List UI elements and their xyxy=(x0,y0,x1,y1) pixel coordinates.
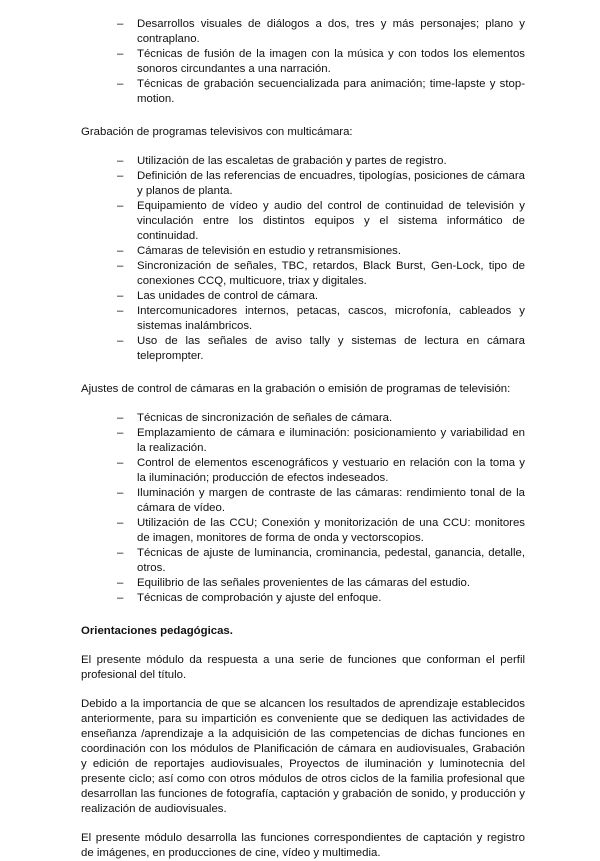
list-item: – Definición de las referencias de encuadres, tipologías, posiciones de cámara y planos de planta. xyxy=(117,170,525,197)
list-item: – Emplazamiento de cámara e iluminación: posicionamiento y variabilidad en la realización. xyxy=(117,427,525,454)
list-item: – Uso de las señales de aviso tally y sistemas de lectura en cámara teleprompter. xyxy=(117,335,525,362)
list-item: – Las unidades de control de cámara. xyxy=(117,290,319,302)
list-item: – Control de elementos escenográficos y vestuario en relación con la toma y la iluminación; producción de efectos indeseados. xyxy=(117,457,525,484)
dash-bullet: – xyxy=(117,170,124,182)
dash-bullet: – xyxy=(117,487,124,499)
list-item: – Técnicas de comprobación y ajuste del enfoque. xyxy=(117,592,382,604)
list-item: – Equipamiento de vídeo y audio del control de continuidad de televisión y vinculación entre los distintos equipos y el sistema informático de continuidad. xyxy=(117,200,525,242)
dash-bullet: – xyxy=(117,457,124,469)
dash-bullet: – xyxy=(117,290,124,302)
dash-bullet: – xyxy=(117,260,124,272)
list-item: – Intercomunicadores internos, petacas, cascos, microfonía, cableados y sistemas inalámbricos. xyxy=(117,305,525,332)
list-camera-control xyxy=(81,411,525,606)
dash-bullet: – xyxy=(117,427,124,439)
document-page xyxy=(81,17,525,861)
list-techniques xyxy=(81,17,525,107)
list-multicamera xyxy=(81,154,525,364)
list-item: – Técnicas de sincronización de señales de cámara. xyxy=(117,412,393,424)
dash-bullet: – xyxy=(117,412,124,424)
dash-bullet: – xyxy=(117,48,124,60)
dash-bullet: – xyxy=(117,305,124,317)
dash-bullet: – xyxy=(117,245,124,257)
dash-bullet: – xyxy=(117,335,124,347)
list-item: – Utilización de las escaletas de grabación y partes de registro. xyxy=(117,155,447,167)
list-item: – Equilibrio de las señales provenientes de las cámaras del estudio. xyxy=(117,577,471,589)
dash-bullet: – xyxy=(117,78,124,90)
dash-bullet: – xyxy=(117,18,124,30)
paragraph: El presente módulo desarrolla las funciones correspondientes de captación y registro de imágenes, en producciones de cine, vídeo y multimedia. xyxy=(81,832,525,859)
list-item: – Técnicas de grabación secuencializada para animación; time-lapste y stop-motion. xyxy=(117,78,525,105)
dash-bullet: – xyxy=(117,155,124,167)
list-item: – Cámaras de televisión en estudio y retransmisiones. xyxy=(117,245,402,257)
dash-bullet: – xyxy=(117,577,124,589)
dash-bullet: – xyxy=(117,592,124,604)
dash-bullet: – xyxy=(117,200,124,212)
list-item: – Sincronización de señales, TBC, retardos, Black Burst, Gen-Lock, tipo de conexiones CCQ, multicuore, triax y digitales. xyxy=(117,260,525,287)
section-intro-multicamera: Grabación de programas televisivos con multicámara: xyxy=(81,126,353,138)
section-heading: Orientaciones pedagógicas. xyxy=(81,625,233,637)
dash-bullet: – xyxy=(117,517,124,529)
list-item: – Técnicas de ajuste de luminancia, crominancia, pedestal, ganancia, detalle, otros. xyxy=(117,547,525,574)
paragraph: El presente módulo da respuesta a una serie de funciones que conforman el perfil profesional del título. xyxy=(81,654,525,681)
section-intro-camera-control: Ajustes de control de cámaras en la grabación o emisión de programas de televisión: xyxy=(81,383,511,395)
list-item: – Técnicas de fusión de la imagen con la música y con todos los elementos sonoros circundantes a una narración. xyxy=(117,48,525,75)
list-item: – Desarrollos visuales de diálogos a dos, tres y más personajes; plano y contraplano. xyxy=(117,18,525,45)
dash-bullet: – xyxy=(117,547,124,559)
paragraph: Debido a la importancia de que se alcancen los resultados de aprendizaje establecidos anteriormente, para su impartición es conveniente que se dediquen las actividades de enseñanza /aprendizaje a la adquisición de las competencias de dichas funciones en coordinación con los módulos de Planificación de cámara en audiovisuales, Grabación y edición de reportajes audiovisuales, Proyectos de iluminación y luminotecnia del presente ciclo; así como con otros módulos de otros ciclos de la familia profesional que desarrollan las funciones de fotografía, captación y grabación de sonido, y producción y realización de audiovisuales. xyxy=(81,698,525,815)
list-item: – Utilización de las CCU; Conexión y monitorización de una CCU: monitores de imagen, monitores de forma de onda y vectorscopios. xyxy=(117,517,525,544)
list-item: – Iluminación y margen de contraste de las cámaras: rendimiento tonal de la cámara de vídeo. xyxy=(117,487,525,514)
